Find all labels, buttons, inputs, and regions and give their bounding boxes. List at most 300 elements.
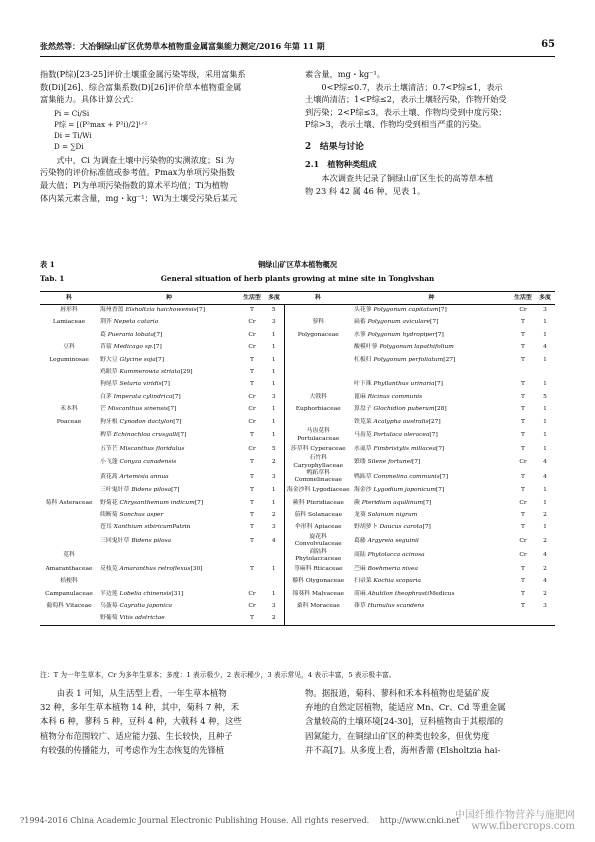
- table-body: [40, 305, 555, 626]
- species-latin: Setaria viridis: [119, 381, 162, 388]
- species-latin: Elsholtzia haichowensis: [125, 307, 197, 314]
- paragraph-line: 物。据报道，菊科、蓼科和禾本科植物也是猛矿废: [305, 688, 490, 698]
- paragraph-line: 富集能力。具体计算公式：: [40, 94, 139, 105]
- family-cell: Euphorbiaceae: [295, 406, 341, 413]
- family-cell: 石竹科 Caryophyllaceae: [293, 455, 344, 469]
- species-cell: [98, 563, 240, 575]
- family-cell: 鸭跖草科 Commelinaceae: [294, 469, 343, 484]
- life-form-cell: Cr: [519, 552, 527, 559]
- table-title-en: General situation of herb plants growing at mine site in Tonglvshan: [160, 274, 435, 283]
- species-cn: 海金沙: [354, 487, 372, 494]
- species-cn: 苘麻: [354, 590, 366, 597]
- species-cn: 葛藤: [354, 537, 366, 544]
- abundance-cell: 3: [264, 470, 284, 485]
- family-cell: 商陆科 Phytolaccaceae: [295, 548, 342, 563]
- life-form-cell: T: [521, 331, 525, 338]
- abundance-cell: 1: [264, 588, 284, 600]
- paragraph-line: 固氮能力，在铜绿山矿区的种类也较多，但优势度: [305, 730, 490, 741]
- life-form-cell: Cr: [248, 590, 256, 597]
- life-form-cell: T: [521, 418, 525, 425]
- species-cn: 叶下珠: [354, 381, 372, 388]
- species-cn: 反枝苋: [100, 565, 118, 572]
- family-cell: [40, 455, 98, 470]
- header-rule: [40, 56, 555, 57]
- life-form-cell: Cr: [248, 393, 256, 400]
- species-ref: [7]: [173, 418, 182, 425]
- species-ref: [7]: [178, 432, 187, 439]
- species-cn: 荆芥: [100, 319, 112, 326]
- species-latin: Argyreia seguinii: [367, 537, 419, 544]
- species-cell: [352, 379, 511, 391]
- life-form-cell: Cr: [248, 344, 256, 351]
- header-family: 科: [40, 292, 98, 305]
- table-row: [40, 588, 555, 600]
- table-row: [40, 470, 555, 485]
- paragraph-line: 污染物的评价标准值或参考值。Pmax为单项污染指数: [40, 167, 235, 178]
- family-cell: [40, 485, 98, 497]
- species-latin: Amaranthus retroflexus: [119, 565, 191, 572]
- species-cell: [98, 497, 240, 509]
- abundance-cell: 3: [543, 307, 547, 314]
- species-cn: 乌蔹莓: [100, 603, 118, 610]
- life-form-cell: [240, 549, 264, 564]
- abundance-cell: [264, 576, 284, 588]
- species-latin: Polygonum perfoliatum: [373, 356, 444, 363]
- watermark: [455, 810, 575, 832]
- life-form-cell: T: [521, 578, 525, 585]
- species-latin: Nepeta cataria: [113, 319, 159, 326]
- abundance-cell: [264, 549, 284, 564]
- life-form-cell: Cr: [248, 418, 256, 425]
- species-cell: [352, 601, 511, 613]
- abundance-cell: 2: [543, 590, 547, 597]
- species-cn: 铁苋菜: [354, 418, 372, 425]
- species-cn: 酸模叶蓼: [354, 344, 378, 351]
- family-cell: 锦葵科 Malvaceae: [292, 590, 345, 597]
- species-cn: 蕨: [354, 499, 360, 506]
- family-cell: 莎草科 Cyperaceae: [290, 445, 346, 452]
- table-row: [40, 329, 555, 341]
- life-form-cell: [240, 576, 264, 588]
- abundance-cell: 1: [543, 406, 547, 413]
- life-form-cell: T: [521, 524, 525, 531]
- table-row: [40, 354, 555, 366]
- table-row: [40, 522, 555, 534]
- family-cell: 唇形科: [60, 307, 78, 314]
- table-header-row: [40, 292, 555, 305]
- abundance-cell: 3: [264, 317, 284, 329]
- family-cell: [40, 534, 98, 549]
- paragraph-line: 植物分布范围较广、适应能力强、生长较快，且种子: [40, 730, 233, 741]
- abundance-cell: 3: [543, 603, 547, 610]
- species-cell: [98, 485, 240, 497]
- watermark-cn: 中国纤维作物营养与施肥网: [455, 810, 575, 821]
- species-cn: 扁蓄: [354, 319, 366, 326]
- species-latin: Phyllanthus urinaria: [373, 381, 435, 388]
- species-latin: Imperata cylindrica: [113, 393, 173, 400]
- formula-p-comprehensive: P综 = [(P²max + P²i)/2]¹ᐟ²: [54, 119, 148, 129]
- life-form-cell: T: [250, 565, 254, 572]
- header-family: 科: [284, 292, 352, 305]
- table-row: [40, 563, 555, 575]
- species-latin: Pueraria lobata: [107, 331, 155, 338]
- family-cell: [284, 354, 352, 366]
- table-caption-cn: [40, 260, 555, 271]
- abundance-cell: 1: [264, 354, 284, 366]
- paragraph-line: 本科 6 种，蓼科 5 种，豆科 4 种，大戟科 4 种，这些: [40, 716, 242, 727]
- species-cell: [98, 522, 240, 534]
- species-cell: [352, 497, 511, 509]
- life-form-cell: T: [250, 356, 254, 363]
- species-ref: [7]: [154, 331, 163, 338]
- table-row: [40, 576, 555, 588]
- life-form-cell: T: [521, 590, 525, 597]
- species-latin: Kummerowia striata: [119, 369, 181, 375]
- species-cn: 扫帚菜: [354, 578, 372, 585]
- species-cell: [352, 549, 511, 564]
- life-form-cell: T: [521, 406, 525, 413]
- abundance-cell: [535, 613, 555, 625]
- abundance-cell: 2: [264, 455, 284, 470]
- abundance-cell: 1: [543, 499, 547, 506]
- family-cell: [284, 342, 352, 354]
- abundance-cell: 1: [264, 563, 284, 575]
- abundance-cell: 4: [264, 534, 284, 549]
- species-ref: [7]: [168, 406, 177, 413]
- life-form-cell: T: [521, 381, 525, 388]
- species-ref: [7]: [194, 499, 204, 506]
- family-cell: [284, 379, 352, 391]
- species-latin: Portulaca oleracea: [373, 432, 430, 439]
- table-row: [40, 366, 555, 378]
- species-cn: 头花蓼: [354, 307, 372, 314]
- family-cell: 茄科 Solanaceae: [294, 511, 343, 518]
- family-cell: [40, 470, 98, 485]
- family-cell: [284, 366, 352, 378]
- life-form-cell: T: [521, 319, 525, 326]
- species-cell: [98, 588, 240, 600]
- family-cell: 禾本科: [60, 406, 78, 413]
- life-form-cell: T: [521, 393, 525, 400]
- abundance-cell: 5: [264, 305, 284, 317]
- species-ref: [29]: [180, 369, 193, 375]
- species-cn: 葎草: [354, 603, 366, 610]
- paragraph-line: 体内某元素含量，mg・kg⁻¹；Wi为土壤受污染后某元: [40, 192, 238, 203]
- abundance-cell: 4: [543, 552, 547, 559]
- abundance-cell: 5: [543, 393, 547, 400]
- species-cn: 狗牙根: [100, 418, 118, 425]
- life-form-cell: T: [521, 445, 525, 452]
- page-footer: [20, 810, 575, 832]
- species-latin: Ricinus communis: [367, 393, 423, 400]
- species-cn: 苍耳: [100, 524, 112, 531]
- species-latin: Vitis adstrictae: [119, 615, 165, 622]
- life-form-cell: T: [250, 432, 254, 439]
- species-cell: [352, 455, 511, 470]
- species-cn: 三回鬼针草: [100, 537, 130, 544]
- abundance-cell: 1: [264, 366, 284, 378]
- table-number: 表 1: [40, 260, 55, 269]
- life-form-cell: T: [250, 499, 254, 506]
- table-row: [40, 509, 555, 521]
- species-cell: [352, 416, 511, 428]
- abundance-cell: 1: [264, 329, 284, 341]
- family-cell: 豆科: [63, 344, 75, 351]
- table-row: [40, 549, 555, 564]
- species-cell: [98, 391, 240, 403]
- life-form-cell: T: [250, 459, 254, 466]
- species-cell: [352, 354, 511, 366]
- species-cell: [98, 455, 240, 470]
- bottom-left-column: [40, 686, 290, 757]
- header-life-form: 生活型: [240, 292, 264, 305]
- life-form-cell: T: [521, 565, 525, 572]
- table-row: [40, 534, 555, 549]
- species-ref: [7]: [430, 319, 439, 326]
- species-latin: Echinochloa crusgalli: [113, 432, 179, 439]
- table-title-cn: 铜绿山矿区草本植物概况: [257, 260, 338, 269]
- species-cn: 野大豆: [100, 356, 118, 363]
- species-latin: Acalypha australis: [373, 418, 429, 425]
- abundance-cell: 4: [543, 473, 547, 480]
- species-cell: [98, 354, 240, 366]
- family-cell: 海金沙科 Lygodiaceae: [286, 487, 350, 494]
- page-number: 65: [541, 39, 555, 50]
- species-cell: [352, 522, 511, 534]
- table-caption-en: [40, 274, 555, 285]
- paragraph-line: 0<P综≤0.7，表示土壤清洁；0.7<P综≤1，表示: [321, 81, 503, 92]
- species-cn: 繁缕: [354, 459, 366, 466]
- paragraph-line: 最大值；Pi为单项污染指数的算术平均值；Ti为植物: [40, 179, 229, 190]
- species-latin: Glycine soja: [119, 356, 156, 363]
- species-ref: [7]: [171, 487, 180, 494]
- paragraph-line: 本次调查共记录了铜绿山矿区生长的高等草本植: [321, 173, 494, 184]
- family-cell: [40, 443, 98, 455]
- species-cn: 龙葵: [354, 511, 366, 518]
- species-cell: [352, 470, 511, 485]
- abundance-cell: 1: [543, 319, 547, 326]
- species-table: [40, 291, 555, 626]
- table-row: [40, 428, 555, 443]
- species-ref: [7]: [429, 432, 438, 439]
- species-ref: [7]: [155, 356, 165, 363]
- table-row: [40, 379, 555, 391]
- species-cn: 算盘子: [354, 406, 372, 413]
- life-form-cell: Cr: [248, 445, 256, 452]
- species-ref: Medicus: [429, 590, 455, 597]
- family-cell: [40, 509, 98, 521]
- life-form-cell: T: [250, 381, 254, 388]
- formula-d: D = ∑Di: [54, 141, 84, 151]
- life-form-cell: Cr: [248, 603, 256, 610]
- life-form-cell: T: [521, 432, 525, 439]
- species-ref: [30]: [190, 565, 203, 572]
- species-latin: Lobelia chinensis: [119, 590, 172, 597]
- paragraph-line: 并不高[7]。从多度上看，海州香薷 (Elsholtzia hai-: [305, 744, 501, 755]
- species-cell: [98, 305, 240, 317]
- abundance-cell: 2: [264, 613, 284, 625]
- abundance-cell: 4: [543, 344, 547, 351]
- species-ref: [27]: [443, 356, 456, 363]
- species-ref: [28]: [434, 406, 447, 413]
- species-cell: [98, 534, 240, 549]
- family-cell: 伞形科 Apiaceae: [294, 524, 342, 531]
- table-row: [40, 613, 555, 625]
- family-cell: [40, 366, 98, 378]
- family-cell: 蕨科 Pteridiaceae: [292, 499, 344, 506]
- paragraph-line: 素含量，mg・kg⁻¹。: [305, 69, 385, 79]
- species-cell: [98, 470, 240, 485]
- species-cell: [98, 601, 240, 613]
- abundance-cell: 3: [264, 391, 284, 403]
- abundance-cell: 4: [543, 578, 547, 585]
- species-latin: Artemisia annua: [119, 473, 169, 480]
- family-cell: 菊科 Asteraceae: [45, 499, 93, 506]
- family-cell: 蓼科: [312, 319, 325, 326]
- header-abundance: 多度: [264, 292, 284, 305]
- species-cell: [98, 428, 240, 443]
- species-cell: [98, 509, 240, 521]
- species-cell: [98, 549, 240, 564]
- abundance-cell: 1: [264, 428, 284, 443]
- abundance-cell: 1: [543, 381, 547, 388]
- abundance-cell: 1: [543, 331, 547, 338]
- species-ref: [7]: [435, 331, 444, 338]
- species-latin: Polygonum hydropiper: [367, 331, 436, 338]
- species-cn: 稗草: [100, 432, 112, 439]
- species-cell: [352, 317, 511, 329]
- species-latin: Solanum nigrum: [367, 511, 418, 518]
- paragraph-line: 有较强的传播能力，可考虑作为生态恢复的先锋植: [40, 744, 225, 755]
- life-form-cell: T: [521, 356, 525, 363]
- paragraph-line: 数(Di)[26]、综合富集系数(D)[26]评价草本植物重金属: [40, 81, 242, 92]
- species-cell: [98, 416, 240, 428]
- species-cell: [352, 509, 511, 521]
- species-ref: [7]: [439, 473, 449, 480]
- abundance-cell: 5: [264, 443, 284, 455]
- family-cell: [40, 428, 98, 443]
- species-cell: [98, 317, 240, 329]
- species-cell: [352, 443, 511, 455]
- species-cn: 野葡萄: [100, 615, 118, 622]
- family-cell: [40, 329, 98, 341]
- family-cell: [284, 416, 352, 428]
- species-cell: [352, 563, 511, 575]
- table-note: 注：T 为一年生草本，Cr 为多年生草本；多度：1 表示极少，2 表示稀少，3 表示常见，4 表示丰富，5 表示极丰富。: [40, 671, 396, 679]
- abundance-cell: 2: [264, 509, 284, 521]
- species-cn: 商陆: [354, 552, 366, 559]
- paragraph-line: 到污染；2<P综≤3，表示土壤、作物均受到中度污染；: [305, 106, 507, 117]
- life-form-cell: T: [521, 487, 525, 494]
- copyright-line: ?1994-2016 China Academic Journal Electronic Publishing House. All rights reserved. http://www.cnki.net: [20, 816, 460, 825]
- life-form-cell: [511, 613, 535, 625]
- abundance-cell: 1: [264, 404, 284, 416]
- abundance-cell: 2: [543, 511, 547, 518]
- species-ref: [7]: [422, 524, 431, 531]
- species-cn: 野菊花: [100, 499, 118, 506]
- species-cell: [98, 443, 240, 455]
- family-cell: [40, 379, 98, 391]
- species-cn: 狗尾草: [100, 381, 118, 388]
- species-latin: Abutilon theophrasti: [367, 590, 430, 597]
- abundance-cell: 1: [264, 416, 284, 428]
- life-form-cell: Cr: [519, 307, 527, 314]
- header-species: 种: [352, 292, 511, 305]
- species-latin: Xanthium sibiricum: [113, 524, 173, 531]
- paragraph-line: 弃地的自然定居植物，能适应 Mn、Cr、Cd 等重金属: [305, 702, 506, 713]
- table-row: [40, 485, 555, 497]
- species-cn: 蓖麻: [354, 393, 366, 400]
- species-cn: 苜蓿: [100, 344, 112, 351]
- family-cell: [40, 522, 98, 534]
- abundance-cell: 4: [543, 459, 547, 466]
- life-form-cell: T: [521, 603, 525, 610]
- species-cell: [352, 428, 511, 443]
- life-form-cell: [511, 366, 535, 378]
- abundance-cell: 2: [543, 537, 547, 544]
- bottom-right-column: [305, 686, 555, 757]
- header-life-form: 生活型: [511, 292, 535, 305]
- paragraph-line: 指数(P综)[23-25]评价土壤重金属污染等级，采用富集系: [40, 69, 246, 79]
- family-cell: [40, 613, 98, 625]
- species-ref: [7]: [172, 393, 181, 400]
- species-cell: [352, 485, 511, 497]
- species-cell: [98, 404, 240, 416]
- paragraph-line: 由表 1 可知，从生活型上看，一年生草本植物: [56, 688, 227, 698]
- species-latin: Miscanthus sinensis: [107, 406, 169, 413]
- family-cell: 桑科 Moraceae: [296, 603, 340, 610]
- species-ref: [7]: [436, 445, 445, 452]
- species-ref: [7]: [411, 459, 421, 466]
- formula-di: Di = Ti/Wi: [54, 130, 92, 140]
- species-latin: Cayratia japonica: [119, 603, 173, 610]
- species-cn: 杠板归: [354, 356, 372, 363]
- life-form-cell: T: [240, 613, 264, 625]
- species-cn: 五节芒: [100, 445, 118, 452]
- species-latin: Polygonum lapathifolium: [379, 344, 454, 351]
- header-species: 种: [98, 292, 240, 305]
- species-cn: 海州香薷: [100, 307, 124, 314]
- watermark-url: www.fibercrops.com: [471, 821, 575, 832]
- left-column: [40, 68, 290, 204]
- species-latin: Chrysanthemum indicum: [119, 499, 195, 506]
- paragraph-line: 物 23 科 42 属 46 种，见表 1。: [305, 185, 426, 196]
- family-cell: 苋科: [63, 552, 75, 559]
- life-form-cell: T: [250, 473, 254, 480]
- species-latin: Humulus scandens: [367, 603, 425, 610]
- abundance-cell: [535, 366, 555, 378]
- abundance-cell: 1: [543, 356, 547, 363]
- species-latin: Lygodium japonicum: [373, 487, 436, 494]
- life-form-cell: T: [250, 307, 254, 314]
- family-cell: 藜科 Olygonaceae: [292, 578, 345, 585]
- family-cell: 桔梗科: [60, 578, 78, 585]
- paragraph-line: 含量较高的土壤环境[24-30]，豆科植物由于其根部的: [305, 716, 504, 727]
- running-head-title: 张然然等：大冶铜绿山矿区优势草本植物重金属富集能力测定/2016 年第 11 期: [40, 41, 325, 51]
- life-form-cell: Cr: [519, 459, 527, 466]
- species-latin: Daucus carota: [379, 524, 423, 531]
- species-latin: Bidens pilosa: [131, 537, 172, 544]
- species-latin: Pteridium aquilinum: [361, 499, 424, 506]
- species-cell: [352, 404, 511, 416]
- species-cn: 水蓼: [354, 331, 366, 338]
- species-ref: [31]: [171, 590, 184, 597]
- species-cn: 葛: [100, 331, 106, 338]
- life-form-cell: T: [250, 369, 254, 375]
- species-cn: 鸭跖草: [354, 473, 372, 480]
- species-cell: [352, 588, 511, 600]
- species-cell: [352, 342, 511, 354]
